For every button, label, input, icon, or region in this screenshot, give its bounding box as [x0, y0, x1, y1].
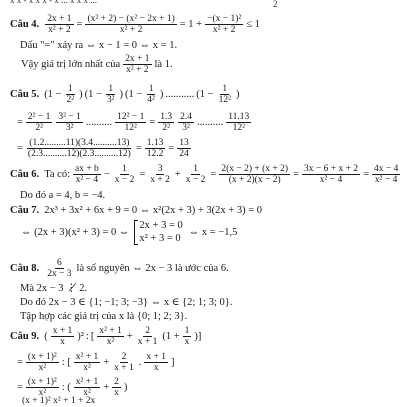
- cau-7-system: 2x + 3 = 0 x² + 3 = 0: [134, 220, 182, 245]
- cau-4-frac-lhs: $\frac{2x + 1}{\text{x² + 2}}$: [47, 14, 72, 36]
- cau-7-line-2: ⇔ (2x + 3)(x² + 3) = 0 ⇔ 2x + 3 = 0 x² + 3 = 0 ⇔ x = −1,5: [21, 220, 238, 244]
- cau-6-label: Câu 6.: [10, 168, 40, 180]
- cau-8-line-4: Tập hợp các giá trị của x là {0; 1; 2; 3}.: [20, 311, 188, 322]
- cau-9-line-1: Câu 9. ( $\frac{x + 1}{x}$ )² : [ $\frac{\text{x² + 1}}{\text{x²}}$ + $\frac{2}{x + 1}$ (1 + $\frac{1}{x}$ )]: [10, 326, 202, 348]
- cropped-text: x x - x x x - x ... x x x ...: [10, 0, 97, 5]
- cau-8-line-3: Do đó 2x − 3 ∈ {1; −1; 3; −3} ⇔ x ∈ {2; 1; 3; 0}.: [20, 297, 233, 308]
- cau-9-line-3: = $\frac{\text{(x + 1)²}}{\text{x²}}$ : ( $\frac{\text{x² + 1}}{\text{x²}}$ + $\frac{2}{x}$ ): [17, 377, 128, 399]
- cau-5-line-2: = $\frac{\text{2² − 1}}{\text{2²}}$ $\frac{\text{3² − 1}}{\text{3²}}$ .......... $\frac{\text{12² − 1}}{\text{12²}}$ = $\frac{1.3}{\text{2²}}$ $\frac{2.4}{\text{3²}}$ .......... $\frac{11.13}{\text{12²}}$: [17, 112, 250, 134]
- equals: =: [76, 18, 83, 30]
- cau-5-label: Câu 5.: [10, 88, 40, 100]
- cau-6-line-1: Câu 6. Ta có: $\frac{ax + b}{\text{x² − 4}}$ − $\frac{1}{x - 2}$ = $\frac{3}{x + 2}$ + $\frac{1}{x - 2}$ = $\frac{2(x - 2) + (x + 2)}{(x + 2)(x - 2)}$ = $\frac{3x - 6 + x + 2}{\text{x² − 4}}$ = $\frac{4x - 4}{\text{x² − 4}}$: [10, 164, 399, 186]
- cau-4-line-2: Dấu "=" xảy ra ⇔ x − 1 = 0 ⇔ x = 1.: [20, 40, 178, 51]
- cau-6-line-2: Do đó a = 4, b = −4.: [20, 190, 106, 201]
- cau-8-line-1: Câu 8. $\frac{6}{2x - 3}$ là số nguyên ⇔ 2x − 3 là ước của 6.: [10, 258, 229, 280]
- cau-4-line-3: Vậy giá trị lớn nhất của $\frac{2x + 1}{\text{x² + 2}}$ là 1.: [21, 54, 173, 76]
- cau-4-frac-conclusion: $\frac{2x + 1}{\text{x² + 2}}$: [125, 54, 150, 76]
- cropped-top-line: [0, 0, 400, 11]
- cau-4-label: Câu 4.: [10, 18, 40, 30]
- cau-4-frac-mid: $\frac{\text{(x² + 2) − (x² − 2x + 1)}}{\text{x² + 2}}$: [87, 14, 175, 36]
- cropped-number: 2: [273, 0, 278, 9]
- cau-4-line-1: [10, 14, 261, 36]
- cau-8-line-2: Mà 2x − 3 ⋮̸ 2.: [20, 283, 88, 294]
- cau-9-line-2: = $\frac{\text{(x + 1)²}}{\text{x²}}$ : [ $\frac{\text{x² + 1}}{\text{x²}}$ + $\frac{2}{x + 1}$ . $\frac{x + 1}{x}$ ]: [17, 352, 175, 374]
- equals-one-plus: = 1 +: [179, 18, 203, 30]
- cau-9-line-4-cropped: (x + 1)² x² + 1 + 2x: [22, 396, 96, 406]
- cau-7-line-1: Câu 7. 2x³ + 3x² + 6x + 9 = 0 ⇔ x²(2x + 3) + 3(2x + 3) = 0: [10, 205, 262, 216]
- cau-5-line-3: = $\frac{(1.2.........11)(3.4..........13)}{(2.3..........12)(2.3..........12)}$ = $\frac{1.13}{12.2}$ = $\frac{13}{24}$: [17, 138, 189, 160]
- leq-one: ≤ 1: [246, 18, 260, 30]
- cau-9-label: Câu 9.: [10, 330, 40, 342]
- cau-5-line-1: Câu 5. (1 − $\frac{1}{\text{2²}}$ ) (1 − $\frac{1}{\text{3²}}$ ) (1 − $\frac{1}{\text{4²}}$ ) ........... (1 − $\frac{1}{\text{12²}}$ ): [10, 84, 240, 106]
- cau-7-label: Câu 7.: [10, 205, 40, 216]
- cau-8-label: Câu 8.: [10, 262, 40, 274]
- cau-4-frac-rhs: $\frac{\text{−(x − 1)²}}{\text{x² + 2}}$: [207, 14, 242, 36]
